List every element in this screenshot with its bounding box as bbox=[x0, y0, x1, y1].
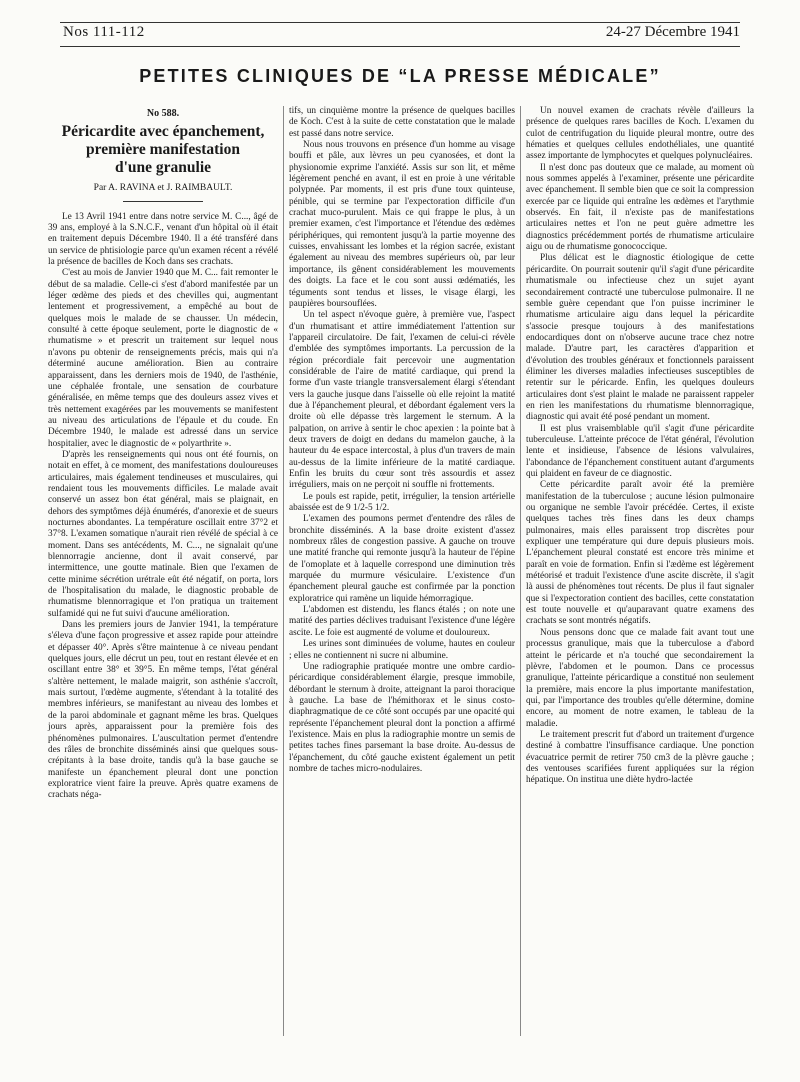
paragraph: Un nouvel examen de crachats révèle d'ailleurs la présence de quelques rares bacilles de Koch. L'examen du culot de centrifugation du liquide pleural montre, outre des hématies et quelques cellules endothéliales, une quantité assez importante de lymphocytes et quelques polynucléaires. bbox=[526, 106, 754, 162]
article-title bbox=[48, 123, 278, 177]
column-1 bbox=[48, 106, 278, 802]
paragraph: Un tel aspect n'évoque guère, à première vue, l'aspect d'un rhumatisant et attire immédiatement l'attention sur l'appareil circulatoire. De fait, l'examen de celui-ci révèle d'emblée des symptômes importants. La percussion de la région précordiale fait percevoir une augmentation considérable de l'aire de matité cardiaque, qui prend la forme d'un vaste triangle transversalement élargi s'étendant vers la gauche jusque dans l'aisselle où elle rejoint la matité due à l'épanchement pleural, et débordant également vers la droite où elle dépasse très largement le sternum. A la palpation, on arrive à sentir le choc apexien : la pointe bat à deux travers de doigt en dedans du mamelon gauche, à la hauteur du 4e espace intercostal, à plus d'un travers de main au-dessus de la limite inférieure de la matité cardiaque. Enfin les bruits du cœur sont très assourdis et assez irréguliers, mais on ne perçoit ni souffle ni frottements. bbox=[289, 310, 515, 491]
title-line: Péricardite avec épanchement, bbox=[61, 123, 265, 141]
title-line: d'une granulie bbox=[114, 159, 212, 177]
title-line: première manifestation bbox=[86, 141, 240, 159]
section-banner: PETITES CLINIQUES DE “LA PRESSE MÉDICALE” bbox=[139, 66, 661, 86]
paragraph: Une radiographie pratiquée montre une ombre cardio-péricardique considérablement élargie, presque immobile, débordant le sternum à droite, atteignant la paroi thoracique à gauche. La base de l'hémithorax et le sinus costo-diaphragmatique de ce côté sont occupés par une opacité qui représente l'épanchement pleural dont la ponction a affirmé l'existence. Mais en plus la radiographie montre un semis de petites taches fines parsemant la base droite. Au-dessus de l'épanchement, du côté gauche existent également un petit nombre de taches micro-nodulaires. bbox=[289, 661, 515, 774]
column-rule bbox=[283, 106, 284, 1036]
paragraph: Plus délicat est le diagnostic étiologique de cette péricardite. On pourrait soutenir qu'il s'agit d'une péricardite rhumatismale ou infectieuse chez un sujet ayant secondairement contracté une tuberculose pulmonaire. Il ne semble guère cependant que l'on puisse incriminer le rhumatisme articulaire aigu dans lequel la péricardite s'associe presque toujours à des manifestations endocardiques dont on n'observe aucune trace chez notre malade. D'autre part, les caractères d'apparition et d'évolution des troubles généraux et fonctionnels paraissent éliminer les diverses maladies infectieuses susceptibles de retentir sur le péricarde. Enfin, les quelques douleurs articulaires dont s'est plaint le malade ne paraissent rappeler en rien les manifestations du rhumatisme blennorragique, diagnostic qui avait été posé pendant un moment. bbox=[526, 253, 754, 423]
top-rule bbox=[60, 22, 740, 23]
paragraph: Nous pensons donc que ce malade fait avant tout une processus granulique, mais que la tuberculose a d'abord atteint le péricarde et n'a touché que secondairement la plèvre, l'abdomen et le poumon. Dans ce processus granulique, l'atteinte péricardique a constitué non seulement la première, mais encore la plus importante manifestation, qui, par l'importance des troubles qu'elle détermine, domine encore, au moment de notre examen, le tableau de la maladie. bbox=[526, 627, 754, 729]
paragraph: Cette péricardite paraît avoir été la première manifestation de la tuberculose ; aucune lésion pulmonaire ou organique ne semble l'avoir précédée. Certes, il existe quelques taches très fines dans les deux champs pulmonaires, mais elles paraissent trop discrètes pour expliquer une température qui dure depuis plusieurs mois. L'épanchement pleural constaté est encore très minime et paraît en voie de formation. Enfin si l'ædème est légèrement météorisé et traduit l'existence d'une ascite discrète, il s'agit là aussi de phénomènes tout récents. De plus il faut signaler que si l'expectoration contient des bacilles, cette constatation est toute nouvelle et qu'auparavant quatre examens des crachats se sont montrés négatifs. bbox=[526, 480, 754, 627]
issue-number: Nos 111-112 bbox=[63, 24, 145, 40]
paragraph: L'abdomen est distendu, les flancs étalés ; on note une matité des parties déclives traduisant l'existence d'une légère ascite. Le foie est augmenté de volume et douloureux. bbox=[289, 605, 515, 638]
paragraph: Le pouls est rapide, petit, irrégulier, la tension artérielle abaissée est de 9 1/2-5 1/2. bbox=[289, 491, 515, 514]
paragraph: C'est au mois de Janvier 1940 que M. C... fait remonter le début de sa maladie. Celle-ci s'est d'abord manifestée par un léger œdème des pieds et des chevilles qui, augmentant lentement et progressivement, a empêché au bout de quelques mois le malade de se chausser. Un médecin, consulté à cette époque seulement, porte le diagnostic de « rhumatisme » et prescrit un traitement sur lequel nous n'avons pu obtenir de renseignements précis, mais qui n'a déterminé aucune amélioration. Bien au contraire apparaissent, dans les derniers mois de 1940, de l'asthénie, une céphalée frontale, une sensation de courbature généralisée, en même temps que des douleurs assez vives et très nettement exagérées par les mouvements se manifestent au niveau des articulations de l'épaule et du coude. En Décembre 1940, le malade est adressé dans un service hospitalier, avec le diagnostic de « polyarthrite ». bbox=[48, 268, 278, 449]
paragraph: Il est plus vraisemblable qu'il s'agit d'une péricardite tuberculeuse. L'atteinte précoce de l'état général, l'évolution lente et insidieuse, l'absence de lésions valvulaires, l'abondance de l'épanchement constituent autant d'arguments qui plaident en faveur de ce diagnostic. bbox=[526, 423, 754, 479]
paragraph: Le traitement prescrit fut d'abord un traitement d'urgence destiné à combattre l'insuffisance cardiaque. Une ponction évacuatrice permit de retirer 750 cm3 de la plèvre gauche ; des ventouses scarifiées furent appliquées sur la région hépatique. On institua une diète hydro-lactée bbox=[526, 729, 754, 786]
column-2 bbox=[289, 106, 515, 775]
header-rule bbox=[60, 46, 740, 47]
article-number: No 588. bbox=[146, 108, 180, 119]
paragraph: Le 13 Avril 1941 entre dans notre service M. C..., âgé de 39 ans, employé à la S.N.C.F., venant d'un hôpital où il était en traitement depuis Décembre 1940. Il a été transféré dans un service de phtisiologie parce qu'un examen récent a révélé la présence de bacilles de Koch dans ses crachats. bbox=[48, 211, 278, 268]
paragraph: tifs, un cinquième montre la présence de quelques bacilles de Koch. C'est à la suite de cette constatation que le malade est passé dans notre service. bbox=[289, 106, 515, 139]
title-rule bbox=[123, 201, 203, 202]
paragraph: L'examen des poumons permet d'entendre des râles de bronchite disséminés. A la base droite existent d'assez nombreux râles de congestion passive. A gauche on trouve une matité franche qui remonte jusqu'à la hauteur de l'épine de l'omoplate et à laquelle correspond une diminution très marquée du murmure vésiculaire. L'existence d'un épanchement pleural gauche est confirmée par la ponction exploratrice qui ramène un liquide hémorragique. bbox=[289, 514, 515, 604]
paragraph: Les urines sont diminuées de volume, hautes en couleur ; elles ne contiennent ni sucre ni albumine. bbox=[289, 639, 515, 661]
column-rule bbox=[520, 106, 521, 1036]
article-authors: Par A. RAVINA et J. RAIMBAULT. bbox=[93, 183, 233, 194]
paragraph: Il n'est donc pas douteux que ce malade, au moment où nous sommes appelés à l'examiner, présente une péricardite avec épanchement. Il semble bien que ce soit la compression exercée par ce liquide qui entraîne les œdèmes et l'arythmie observés. En fait, il n'existe pas de manifestations articulaires nettes et l'on ne peut guère admettre les diagnostics précédemment portés de rhumatisme articulaire aigu ou de rhumatisme gonococcique. bbox=[526, 162, 754, 253]
paragraph: Nous nous trouvons en présence d'un homme au visage bouffi et pâle, aux lèvres un peu cyanosées, et dont la physionomie exprime l'anxiété. Assis sur son lit, et même légèrement penché en avant, il est en proie à une véritable polypnée. Par moments, il est pris d'une toux quinteuse, pénible, qui se termine par l'expectoration difficile d'un crachat muco-purulent. Mais ce qui frappe le plus, à un premier examen, c'est l'importance et l'étendue des œdèmes périphériques, qui remontent jusqu'à la partie moyenne des cuisses, envahissant les lombes et la région sacrée, existant également au niveau des membres supérieurs où, par leur importance, ils gênent considérablement les mouvements des doigts. La face et le cou sont aussi œdématiés, les téguments sont tendus et lisses, le visage élargi, les paupières boursouflées. bbox=[289, 140, 515, 309]
paragraph: D'après les renseignements qui nous ont été fournis, on notait en effet, à ce moment, des manifestations douloureuses articulaires, mais également tendineuses et musculaires, qui rendaient tous les mouvements difficiles. Le malade avait conservé un assez bon état général, mais se plaignait, en dehors des symptômes déjà énumérés, d'anorexie et de sueurs nocturnes abondantes. La température oscillait entre 37°2 et 37°8. L'examen somatique n'aurait rien révélé de spécial à ce moment. Dans ses antécédents, M. C..., ne signalait qu'une blennorragie ancienne, dont il avait conservé, par intermittence, une goutte matinale. Bien que l'examen de cette minime sécrétion urétrale eût été négatif, on porta, lors de l'hospitalisation du malade, le diagnostic probable de rhumatisme blennorragique et l'on pratiqua un traitement sulfamidé qui ne fut suivi d'aucune amélioration. bbox=[48, 449, 278, 619]
issue-date: 24-27 Décembre 1941 bbox=[605, 24, 740, 40]
paragraph: Dans les premiers jours de Janvier 1941, la température s'éleva d'une façon progressive et assez rapide pour atteindre et dépasser 40°. Après s'être maintenue à ce niveau pendant quelques jours, elle décrut un peu, tout en restant élevée et en oscillant entre 38° et 39°5. En même temps, l'état général s'altère nettement, le malade maigrit, son asthénie s'accroît, mais surtout, l'œdème augmente, s'étendant à la totalité des membres inférieurs, se manifestant au niveau des lombes et de la paroi abdominale et gagnant même les bras. Quelques jours après, apparaissent pour la première fois des phénomènes pulmonaires. L'auscultation permet d'entendre des râles de bronchite disséminés ainsi que quelques sous-crépitants à la base droite, tandis qu'à la base gauche se manifeste un épanchement pleural dont une ponction exploratrice vient faire la preuve. Après quatre examens de crachats néga- bbox=[48, 620, 278, 801]
column-3 bbox=[526, 106, 754, 787]
